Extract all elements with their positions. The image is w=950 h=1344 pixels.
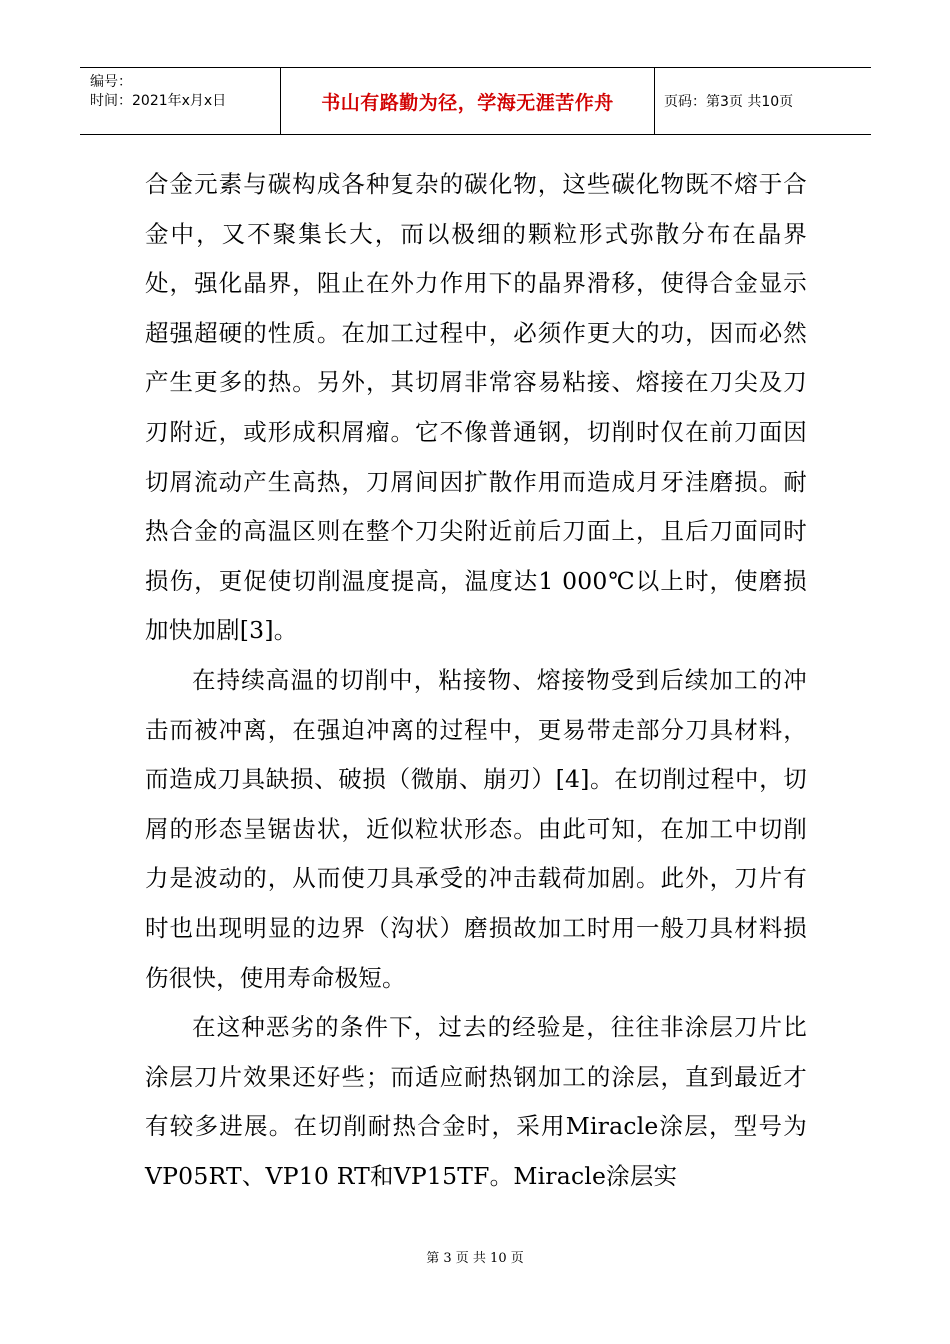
document-body: [145, 160, 807, 1201]
header-meta: [80, 68, 281, 134]
document-number-label: 编号：: [90, 74, 132, 90]
header-motto: 书山有路勤为径，学海无涯苦作舟: [281, 68, 655, 134]
paragraph-2: 在持续高温的切削中，粘接物、熔接物受到后续加工的冲击而被冲离，在强迫冲离的过程中，更易带走部分刀具材料，而造成刀具缺损、破损（微崩、崩刃）[4]。在切削过程中，切屑的形态呈锯齿状，近似粒状形态。由此可知，在加工中切削力是波动的，从而使刀具承受的冲击载荷加剧。此外，刀片有时也出现明显的边界（沟状）磨损故加工时用一般刀具材料损伤很快，使用寿命极短。: [145, 665, 807, 992]
page-header: [80, 67, 871, 135]
paragraph-3: 在这种恶劣的条件下，过去的经验是，往往非涂层刀片比涂层刀片效果还好些；而适应耐热钢加工的涂层，直到最近才有较多进展。在切削耐热合金时，采用Miracle涂层，型号为VP05RT、VP10 RT和VP15TF。Miracle涂层实: [145, 1013, 807, 1190]
header-page-info: 页码：第3页 共10页: [664, 94, 794, 110]
document-time-label: 时间：2021年x月x日: [90, 93, 227, 109]
paragraph-1: 合金元素与碳构成各种复杂的碳化物，这些碳化物既不熔于合金中，又不聚集长大，而以极细的颗粒形式弥散分布在晶界处，强化晶界，阻止在外力作用下的晶界滑移，使得合金显示超强超硬的性质。在加工过程中，必须作更大的功，因而必然产生更多的热。另外，其切屑非常容易粘接、熔接在刀尖及刀刃附近，或形成积屑瘤。它不像普通钢，切削时仅在前刀面因切屑流动产生高热，刀屑间因扩散作用而造成月牙洼磨损。耐热合金的高温区则在整个刀尖附近前后刀面上，且后刀面同时损伤，更促使切削温度提高，温度达1 000℃以上时，使磨损加快加剧[3]。: [145, 170, 807, 645]
page-footer: 第 3 页 共 10 页: [426, 1251, 524, 1266]
